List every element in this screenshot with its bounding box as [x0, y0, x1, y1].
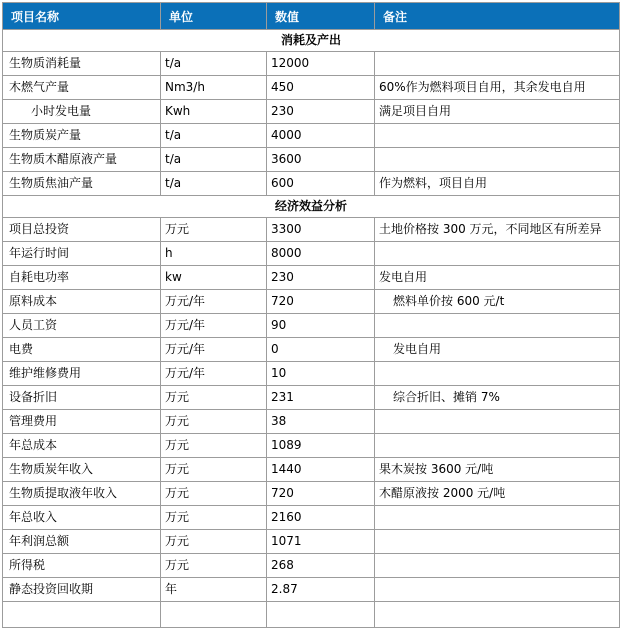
unit-cell: t/a: [161, 52, 267, 76]
unit-cell: 万元/年: [161, 338, 267, 362]
note-cell: [375, 506, 620, 530]
value-cell: 450: [267, 76, 375, 100]
unit-cell: [161, 602, 267, 628]
header-value: 数值: [267, 3, 375, 30]
table-row: [3, 434, 620, 458]
item-name-cell: 项目总投资: [3, 218, 161, 242]
table-header: [3, 3, 620, 30]
value-cell: 1071: [267, 530, 375, 554]
note-cell: 发电自用: [375, 266, 620, 290]
section-row-1: [3, 196, 620, 218]
note-cell: [375, 554, 620, 578]
unit-cell: t/a: [161, 148, 267, 172]
unit-cell: t/a: [161, 172, 267, 196]
unit-cell: 万元/年: [161, 362, 267, 386]
table-row: [3, 410, 620, 434]
value-cell: 1440: [267, 458, 375, 482]
table-row: [3, 554, 620, 578]
note-cell: [375, 314, 620, 338]
unit-cell: Nm3/h: [161, 76, 267, 100]
unit-cell: 万元: [161, 434, 267, 458]
biomass-project-table-wrap: [2, 2, 620, 628]
table-row: [3, 338, 620, 362]
table-body: [3, 30, 620, 628]
item-name-cell: 电费: [3, 338, 161, 362]
value-cell: 600: [267, 172, 375, 196]
table-row: [3, 386, 620, 410]
item-name-cell: 生物质消耗量: [3, 52, 161, 76]
item-name-cell: 年运行时间: [3, 242, 161, 266]
table-row: [3, 242, 620, 266]
unit-cell: 万元: [161, 386, 267, 410]
note-cell: [375, 242, 620, 266]
note-cell: 发电自用: [375, 338, 620, 362]
item-name-cell: 静态投资回收期: [3, 578, 161, 602]
unit-cell: 年: [161, 578, 267, 602]
note-cell: [375, 602, 620, 628]
empty-row: [3, 602, 620, 628]
item-name-cell: 维护维修费用: [3, 362, 161, 386]
item-name-cell: 自耗电功率: [3, 266, 161, 290]
table-row: [3, 100, 620, 124]
note-cell: 满足项目自用: [375, 100, 620, 124]
item-name-cell: 年总收入: [3, 506, 161, 530]
header-unit: 单位: [161, 3, 267, 30]
unit-cell: 万元: [161, 410, 267, 434]
table-row: [3, 76, 620, 100]
note-cell: 60%作为燃料项目自用，其余发电自用: [375, 76, 620, 100]
table-row: [3, 362, 620, 386]
value-cell: 231: [267, 386, 375, 410]
item-name-cell: 生物质焦油产量: [3, 172, 161, 196]
note-cell: 综合折旧、摊销 7%: [375, 386, 620, 410]
table-row: [3, 506, 620, 530]
item-name-cell: [3, 602, 161, 628]
value-cell: 0: [267, 338, 375, 362]
item-name-cell: 生物质提取液年收入: [3, 482, 161, 506]
table-row: [3, 148, 620, 172]
table-row: [3, 314, 620, 338]
unit-cell: kw: [161, 266, 267, 290]
item-name-cell: 管理费用: [3, 410, 161, 434]
table-row: [3, 482, 620, 506]
value-cell: 12000: [267, 52, 375, 76]
unit-cell: h: [161, 242, 267, 266]
value-cell: 2.87: [267, 578, 375, 602]
item-name-cell: 人员工资: [3, 314, 161, 338]
unit-cell: 万元: [161, 506, 267, 530]
section-row-0: [3, 30, 620, 52]
note-cell: [375, 434, 620, 458]
value-cell: [267, 602, 375, 628]
value-cell: 230: [267, 100, 375, 124]
note-cell: 土地价格按 300 万元，不同地区有所差异: [375, 218, 620, 242]
biomass-project-table: [2, 2, 620, 628]
unit-cell: 万元: [161, 554, 267, 578]
item-name-cell: 所得税: [3, 554, 161, 578]
header-note: 备注: [375, 3, 620, 30]
note-cell: 作为燃料，项目自用: [375, 172, 620, 196]
value-cell: 38: [267, 410, 375, 434]
value-cell: 3600: [267, 148, 375, 172]
value-cell: 3300: [267, 218, 375, 242]
unit-cell: 万元/年: [161, 290, 267, 314]
value-cell: 2160: [267, 506, 375, 530]
item-name-cell: 生物质炭年收入: [3, 458, 161, 482]
item-name-cell: 设备折旧: [3, 386, 161, 410]
item-name-cell: 生物质木醋原液产量: [3, 148, 161, 172]
note-cell: 燃料单价按 600 元/t: [375, 290, 620, 314]
note-cell: [375, 148, 620, 172]
value-cell: 10: [267, 362, 375, 386]
table-row: [3, 578, 620, 602]
table-row: [3, 290, 620, 314]
note-cell: [375, 410, 620, 434]
note-cell: [375, 124, 620, 148]
note-cell: 果木炭按 3600 元/吨: [375, 458, 620, 482]
unit-cell: Kwh: [161, 100, 267, 124]
unit-cell: 万元: [161, 482, 267, 506]
value-cell: 8000: [267, 242, 375, 266]
note-cell: [375, 362, 620, 386]
unit-cell: 万元: [161, 458, 267, 482]
header-item-name: 项目名称: [3, 3, 161, 30]
value-cell: 1089: [267, 434, 375, 458]
note-cell: [375, 578, 620, 602]
note-cell: 木醋原液按 2000 元/吨: [375, 482, 620, 506]
item-name-cell: 年总成本: [3, 434, 161, 458]
value-cell: 90: [267, 314, 375, 338]
unit-cell: 万元: [161, 218, 267, 242]
value-cell: 720: [267, 482, 375, 506]
unit-cell: 万元/年: [161, 314, 267, 338]
value-cell: 268: [267, 554, 375, 578]
table-row: [3, 530, 620, 554]
table-row: [3, 172, 620, 196]
header-row: [3, 3, 620, 30]
table-row: [3, 458, 620, 482]
section-title: 消耗及产出: [3, 30, 620, 52]
item-name-cell: 小时发电量: [3, 100, 161, 124]
unit-cell: t/a: [161, 124, 267, 148]
item-name-cell: 生物质炭产量: [3, 124, 161, 148]
value-cell: 230: [267, 266, 375, 290]
item-name-cell: 木燃气产量: [3, 76, 161, 100]
section-title: 经济效益分析: [3, 196, 620, 218]
note-cell: [375, 530, 620, 554]
table-row: [3, 266, 620, 290]
unit-cell: 万元: [161, 530, 267, 554]
value-cell: 4000: [267, 124, 375, 148]
table-row: [3, 52, 620, 76]
table-row: [3, 218, 620, 242]
note-cell: [375, 52, 620, 76]
item-name-cell: 原料成本: [3, 290, 161, 314]
table-row: [3, 124, 620, 148]
item-name-cell: 年利润总额: [3, 530, 161, 554]
value-cell: 720: [267, 290, 375, 314]
